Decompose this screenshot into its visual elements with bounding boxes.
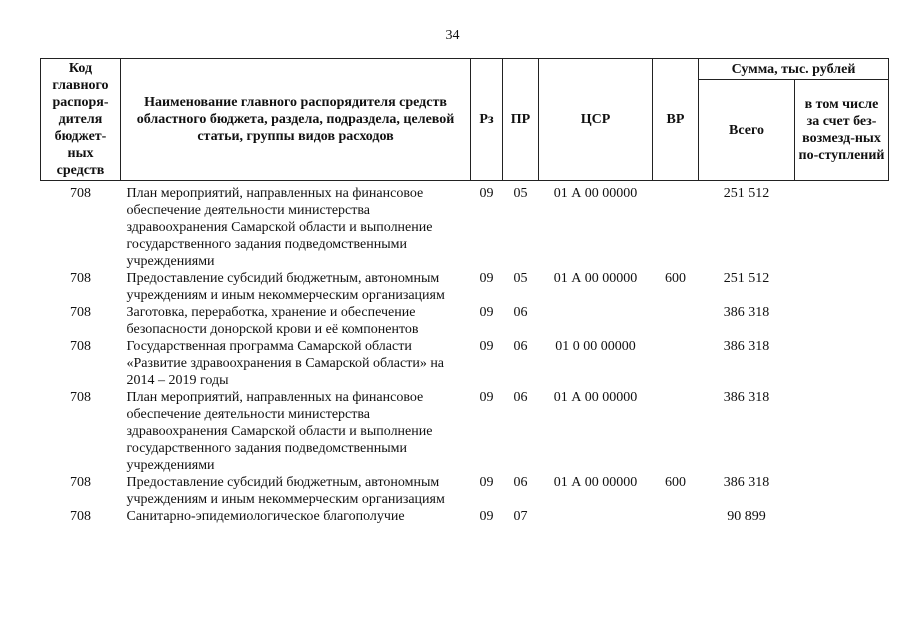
header-rz: Рз [471,59,503,181]
cell-total: 386 318 [723,305,770,320]
cell-total: 251 512 [723,186,770,201]
cell-incl [795,181,889,271]
cell-total: 386 318 [723,390,770,405]
header-csr: ЦСР [539,59,653,181]
cell-csr: 01 А 00 00000 [553,390,638,405]
cell-incl [795,474,889,508]
cell-name: Предоставление субсидий бюджетным, автономным учреждениям и иным некоммерческим организациям [126,271,445,303]
cell-name: Заготовка, переработка, хранение и обеспечение безопасности донорской крови и её компонентов [126,305,419,337]
cell-rz: 09 [479,186,494,201]
cell-code: 708 [70,305,91,320]
cell-code: 708 [70,271,91,286]
header-name: Наименование главного распорядителя средств областного бюджета, раздела, подраздела, целевой статьи, группы видов расходов [121,59,471,181]
header-sum-group: Сумма, тыс. рублей [699,59,889,80]
cell-code: 708 [70,390,91,405]
cell-csr: 01 А 00 00000 [553,271,638,286]
cell-code: 708 [70,339,91,354]
cell-name: План мероприятий, направленных на финансовое обеспечение деятельности министерства здравоохранения Самарской области и выполнение государственного задания подведомственными учреждениями [126,186,433,269]
cell-vr [653,508,699,525]
cell-incl [795,389,889,474]
table-row [41,389,889,474]
table-row [41,181,889,271]
cell-vr: 600 [665,271,686,286]
cell-rz: 09 [479,475,494,490]
cell-total: 90 899 [727,509,766,524]
table-header [41,59,889,181]
cell-pr: 05 [513,271,528,286]
header-incl: в том числе за счет без-возмезд-ных по-ступлений [795,80,889,181]
cell-incl [795,338,889,389]
cell-rz: 09 [479,390,494,405]
table-row [41,270,889,304]
table-body [41,181,889,526]
cell-csr [539,304,653,338]
table-row [41,474,889,508]
cell-vr [653,181,699,271]
cell-pr: 06 [513,339,528,354]
cell-name: Санитарно-эпидемиологическое благополучие [126,509,405,524]
cell-incl [795,270,889,304]
cell-pr: 06 [513,305,528,320]
cell-pr: 05 [513,186,528,201]
table-row [41,508,889,525]
cell-vr [653,338,699,389]
cell-pr: 07 [513,509,528,524]
cell-vr [653,304,699,338]
cell-name: Государственная программа Самарской области «Развитие здравоохранения в Самарской области» на 2014 – 2019 годы [126,339,445,388]
cell-csr: 01 0 00 00000 [555,339,636,354]
cell-vr: 600 [665,475,686,490]
cell-code: 708 [70,186,91,201]
header-total: Всего [699,80,795,181]
header-pr: ПР [503,59,539,181]
table-row [41,304,889,338]
cell-name: План мероприятий, направленных на финансовое обеспечение деятельности министерства здравоохранения Самарской области и выполнение государственного задания подведомственными учреждениями [126,390,433,473]
budget-table [40,58,889,525]
cell-incl [795,304,889,338]
cell-total: 251 512 [723,271,770,286]
cell-rz: 09 [479,271,494,286]
cell-csr: 01 А 00 00000 [553,186,638,201]
page-number: 34 [445,28,460,43]
header-code: Код главного распоря-дителя бюджет-ных средств [41,59,121,181]
cell-pr: 06 [513,475,528,490]
table-row [41,338,889,389]
cell-csr: 01 А 00 00000 [553,475,638,490]
cell-pr: 06 [513,390,528,405]
cell-csr [539,508,653,525]
cell-total: 386 318 [723,339,770,354]
cell-rz: 09 [479,509,494,524]
cell-name: Предоставление субсидий бюджетным, автономным учреждениям и иным некоммерческим организациям [126,475,445,507]
cell-code: 708 [70,475,91,490]
cell-total: 386 318 [723,475,770,490]
cell-rz: 09 [479,305,494,320]
cell-code: 708 [70,509,91,524]
cell-incl [795,508,889,525]
cell-vr [653,389,699,474]
header-vr: ВР [653,59,699,181]
cell-rz: 09 [479,339,494,354]
